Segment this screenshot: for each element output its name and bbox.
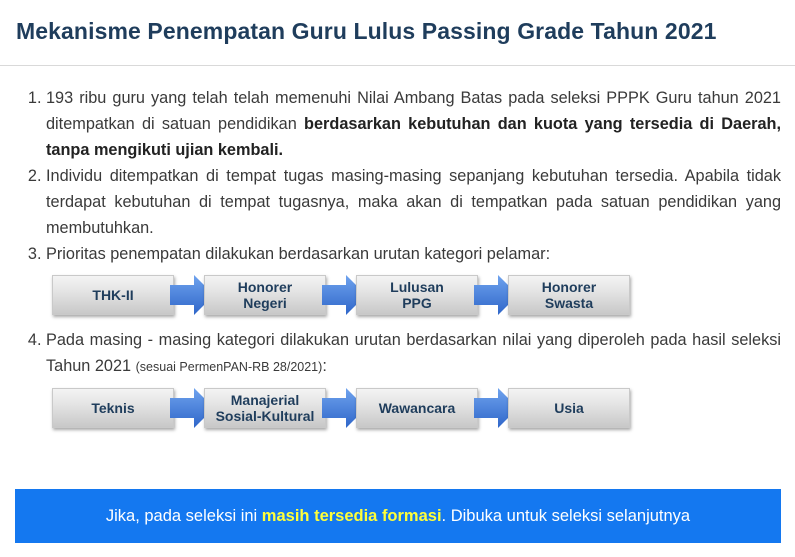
flow-step-box	[508, 275, 630, 315]
item-text: Individu ditempatkan di tempat tugas masing-masing sepanjang kebutuhan tersedia. Apabila tidak terdapat kebutuhan di tempat tugasnya, maka akan di tempatkan pada satuan pendidikan yang membutuhkan.	[46, 167, 781, 237]
banner-highlight: masih tersedia formasi	[261, 506, 442, 525]
item-note: (sesuai PermenPAN-RB 28/2021)	[135, 360, 323, 374]
flow-step-box	[52, 275, 174, 315]
list-item	[46, 241, 781, 319]
item-suffix: :	[322, 357, 327, 375]
item-text: Prioritas penempatan dilakukan berdasarkan urutan kategori pelamar:	[46, 245, 551, 263]
flow-step-label: Manajerial Sosial-Kultural	[215, 392, 315, 424]
flow-step-box	[356, 388, 478, 428]
flow-step-label: Usia	[554, 400, 584, 416]
flow-step-box	[508, 388, 630, 428]
page-title: Mekanisme Penempatan Guru Lulus Passing Grade Tahun 2021	[16, 18, 717, 44]
flow-step-box	[52, 388, 174, 428]
item-text: Pada masing - masing kategori dilakukan urutan berdasarkan nilai yang diperoleh pada hasil seleksi Tahun 2021	[46, 331, 781, 375]
list-item	[46, 163, 781, 241]
info-banner	[15, 489, 781, 543]
flow-step-label: Honorer Negeri	[237, 279, 293, 311]
flow-step-label: THK-II	[92, 287, 134, 303]
flow-step-label: Teknis	[91, 400, 135, 416]
priority-flow	[52, 273, 632, 319]
banner-suffix: . Dibuka untuk seleksi selanjutnya	[441, 506, 691, 525]
flow-step-box	[204, 275, 326, 315]
list-item	[46, 85, 781, 163]
banner-prefix: Jika, pada seleksi ini	[105, 506, 258, 525]
item-text: 193 ribu guru yang telah telah memenuhi Nilai Ambang Batas pada seleksi PPPK Guru tahun 2021 ditempatkan di satuan pendidikan	[46, 89, 781, 133]
list-item	[46, 327, 781, 432]
flow-step-label: Wawancara	[378, 400, 456, 416]
flow-step-box	[204, 388, 326, 428]
ranking-flow	[52, 386, 632, 432]
mechanism-list	[0, 85, 781, 440]
flow-step-label: Lulusan PPG	[390, 279, 444, 311]
flow-step-box	[356, 275, 478, 315]
item-bold-text: berdasarkan kebutuhan dan kuota yang tersedia di Daerah, tanpa mengikuti ujian kembali.	[46, 115, 782, 159]
page-header	[0, 0, 795, 66]
flow-step-label: Honorer Swasta	[541, 279, 597, 311]
